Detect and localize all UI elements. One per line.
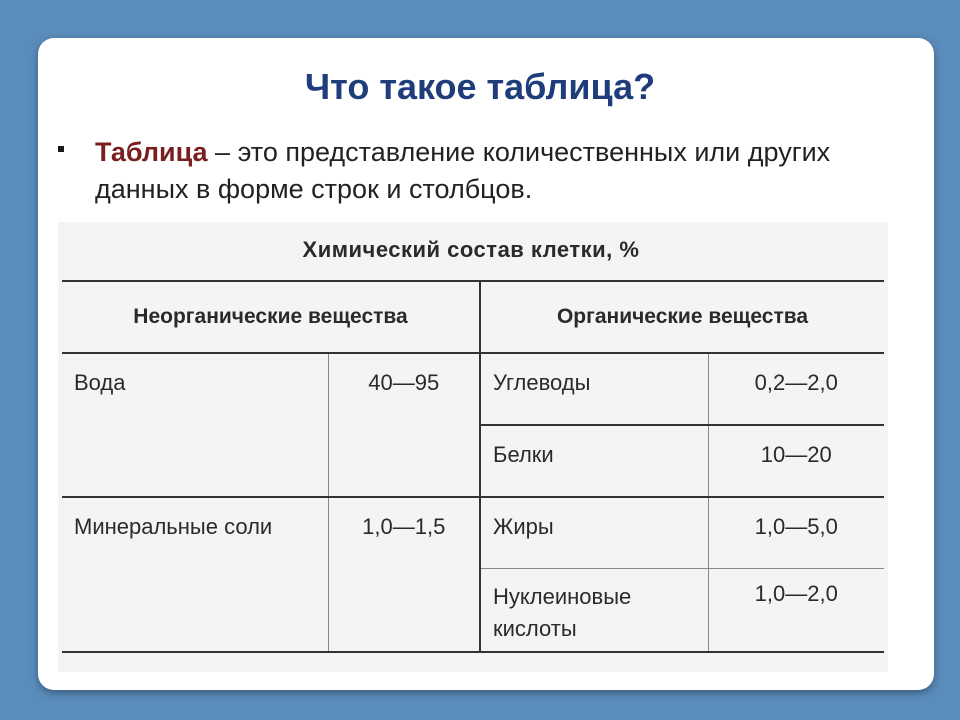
cell-organic-value: 0,2—2,0 [708,353,884,425]
cell-inorganic-name: Вода [62,353,328,497]
definition-text [95,134,885,208]
cell-organic-name: Белки [480,425,708,497]
definition-body: – это представление количественных или других данных в форме строк и столбцов. [95,137,831,204]
cell-organic-value: 1,0—2,0 [708,569,884,653]
cell-organic-value: 1,0—5,0 [708,497,884,569]
organic-name-text: Нуклеиновые кислоты [493,584,632,641]
cell-organic-name: Углеводы [480,353,708,425]
table-caption: Химический состав клетки, % [302,237,640,262]
cell-inorganic-value: 40—95 [328,353,480,497]
composition-table [62,280,884,653]
header-organic: Органические вещества [480,281,884,353]
table-header-row [62,281,884,353]
cell-organic-value: 10—20 [708,425,884,497]
cell-organic-name: Жиры [480,497,708,569]
header-inorganic: Неорганические вещества [62,281,480,353]
table-row [62,353,884,425]
table-row [62,497,884,569]
bullet-marker [58,146,64,152]
cell-inorganic-name: Минеральные соли [62,497,328,652]
slide-title: Что такое таблица? [304,66,656,107]
definition-term: Таблица [95,137,208,167]
cell-inorganic-value: 1,0—1,5 [328,497,480,652]
cell-organic-name [480,569,708,653]
